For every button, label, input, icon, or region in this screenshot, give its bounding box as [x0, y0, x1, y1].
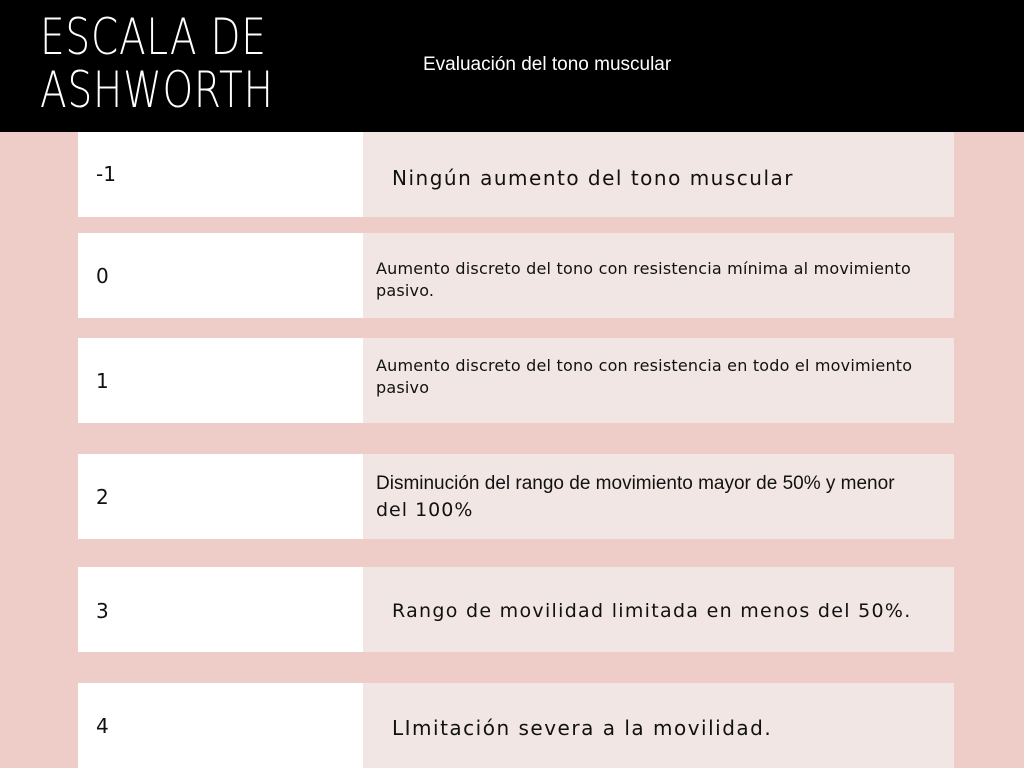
- scale-row: [78, 132, 954, 217]
- description-text: [376, 471, 895, 523]
- description-cell: [363, 567, 954, 652]
- score-cell: [78, 683, 363, 768]
- score-value: 0: [96, 264, 109, 288]
- scale-row: [78, 233, 954, 318]
- description-text: [376, 258, 911, 302]
- description-line-2: pasivo.: [376, 281, 435, 300]
- score-cell: [78, 454, 363, 539]
- scale-row: [78, 567, 954, 652]
- score-value: -1: [96, 162, 116, 186]
- scale-row: [78, 683, 954, 768]
- description-cell: [363, 338, 954, 423]
- score-value: 3: [96, 599, 109, 623]
- score-cell: [78, 233, 363, 318]
- page-title-line-2: ASHWORTH: [40, 61, 274, 119]
- scale-row: [78, 454, 954, 539]
- score-value: 4: [96, 714, 109, 738]
- description-line-2: pasivo: [376, 378, 430, 397]
- description-cell: [363, 454, 954, 539]
- description-cell: [363, 683, 954, 768]
- description-text: [376, 355, 912, 399]
- description-cell: [363, 132, 954, 217]
- page-title-line-1: ESCALA DE: [40, 8, 267, 66]
- description-line-1: Aumento discreto del tono con resistencia en todo el movimiento: [376, 356, 913, 375]
- description-line-2: del 100%: [376, 499, 474, 521]
- score-value: 2: [96, 485, 109, 509]
- page-subtitle: Evaluación del tono muscular: [423, 54, 672, 75]
- header-bar: [0, 0, 1024, 132]
- description-text: LImitación severa a la movilidad.: [392, 716, 773, 740]
- description-cell: [363, 233, 954, 318]
- score-cell: [78, 338, 363, 423]
- description-text: Ningún aumento del tono muscular: [392, 166, 794, 190]
- score-cell: [78, 567, 363, 652]
- score-value: 1: [96, 369, 109, 393]
- description-line-1: Disminución del rango de movimiento mayor de 50% y menor: [376, 473, 895, 494]
- description-line-1: Aumento discreto del tono con resistencia mínima al movimiento: [376, 259, 911, 278]
- score-cell: [78, 132, 363, 217]
- page-title: [40, 8, 274, 119]
- description-text: Rango de movilidad limitada en menos del 50%.: [392, 600, 912, 622]
- scale-row: [78, 338, 954, 423]
